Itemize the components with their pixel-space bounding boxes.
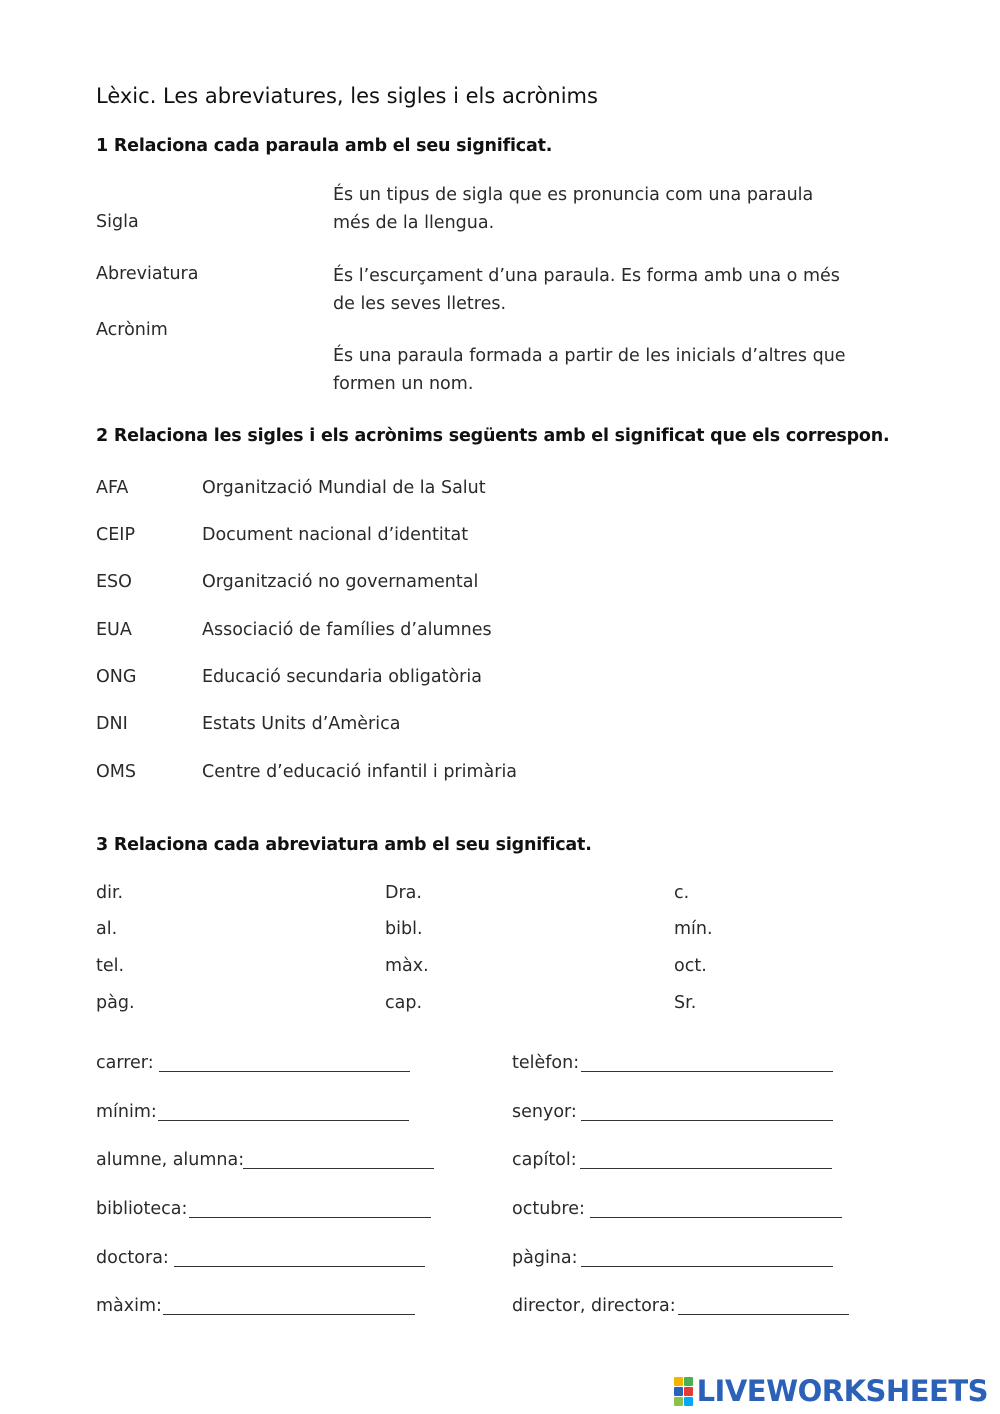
ex2-meaning[interactable]: Centre d’educació infantil i primària: [202, 762, 518, 782]
ex1-definition[interactable]: És una paraula formada a partir de les inicials d’altres que formen un nom.: [333, 346, 846, 394]
ex2-acronym[interactable]: ONG: [96, 667, 137, 687]
field-label: alumne, alumna:: [96, 1150, 245, 1170]
ex2-acronym[interactable]: AFA: [96, 478, 129, 498]
logo-square: [674, 1377, 683, 1386]
exercise-3-heading: 3 Relaciona cada abreviatura amb el seu significat.: [96, 835, 592, 855]
logo-square: [684, 1377, 693, 1386]
ex3-abbreviation: mín.: [674, 919, 713, 939]
answer-field-minim[interactable]: [158, 1120, 409, 1121]
ex2-acronym[interactable]: EUA: [96, 620, 132, 640]
ex3-abbreviation: Sr.: [674, 993, 697, 1013]
answer-field-biblioteca[interactable]: [189, 1217, 431, 1218]
ex2-acronym[interactable]: OMS: [96, 762, 136, 782]
field-label: capítol:: [512, 1150, 577, 1170]
ex3-abbreviation: bibl.: [385, 919, 423, 939]
answer-field-telefon[interactable]: [581, 1071, 833, 1072]
logo-square: [684, 1387, 693, 1396]
ex2-meaning[interactable]: Organització no governamental: [202, 572, 479, 592]
ex3-abbreviation: dir.: [96, 883, 124, 903]
answer-field-maxim[interactable]: [163, 1314, 415, 1315]
ex3-abbreviation: tel.: [96, 956, 125, 976]
field-label: carrer:: [96, 1053, 154, 1073]
field-label: doctora:: [96, 1248, 169, 1268]
ex3-abbreviation: màx.: [385, 956, 429, 976]
ex2-meaning[interactable]: Educació secundaria obligatòria: [202, 667, 482, 687]
ex3-abbreviation: oct.: [674, 956, 707, 976]
ex3-abbreviation: Dra.: [385, 883, 422, 903]
field-label: màxim:: [96, 1296, 162, 1316]
answer-field-doctora[interactable]: [174, 1266, 425, 1267]
field-label: mínim:: [96, 1102, 157, 1122]
field-label: pàgina:: [512, 1248, 578, 1268]
ex2-meaning[interactable]: Organització Mundial de la Salut: [202, 478, 486, 498]
answer-field-carrer[interactable]: [159, 1071, 410, 1072]
logo-square: [674, 1397, 683, 1406]
answer-field-octubre[interactable]: [590, 1217, 842, 1218]
answer-field-director[interactable]: [678, 1314, 849, 1315]
logo-text: LIVEWORKSHEETS: [696, 1374, 988, 1408]
answer-field-capitol[interactable]: [580, 1168, 832, 1169]
field-label: octubre:: [512, 1199, 585, 1219]
liveworksheets-logo: [674, 1374, 988, 1408]
liveworksheets-logo-icon: [674, 1377, 693, 1406]
answer-field-alumne[interactable]: [243, 1168, 434, 1169]
ex2-acronym[interactable]: CEIP: [96, 525, 135, 545]
ex2-meaning[interactable]: Associació de famílies d’alumnes: [202, 620, 492, 640]
ex3-abbreviation: cap.: [385, 993, 423, 1013]
answer-field-senyor[interactable]: [581, 1120, 833, 1121]
logo-square: [684, 1397, 693, 1406]
exercise-1-heading: 1 Relaciona cada paraula amb el seu significat.: [96, 136, 553, 156]
ex3-abbreviation: al.: [96, 919, 118, 939]
ex1-definition[interactable]: És un tipus de sigla que es pronuncia com una paraula més de la llengua.: [333, 185, 814, 233]
field-label: biblioteca:: [96, 1199, 188, 1219]
ex1-definition[interactable]: És l’escurçament d’una paraula. Es forma amb una o més de les seves lletres.: [333, 266, 840, 314]
ex1-word[interactable]: Abreviatura: [96, 264, 199, 284]
field-label: director, directora:: [512, 1296, 676, 1316]
ex3-abbreviation: pàg.: [96, 993, 135, 1013]
logo-square: [674, 1387, 683, 1396]
field-label: telèfon:: [512, 1053, 580, 1073]
ex1-word[interactable]: Acrònim: [96, 320, 168, 340]
ex2-acronym[interactable]: ESO: [96, 572, 132, 592]
page-title: Lèxic. Les abreviatures, les sigles i els acrònims: [96, 84, 598, 108]
answer-field-pagina[interactable]: [581, 1266, 833, 1267]
ex2-meaning[interactable]: Document nacional d’identitat: [202, 525, 469, 545]
exercise-2-heading: 2 Relaciona les sigles i els acrònims següents amb el significat que els correspon.: [96, 426, 890, 446]
field-label: senyor:: [512, 1102, 577, 1122]
ex2-acronym[interactable]: DNI: [96, 714, 128, 734]
ex1-word[interactable]: Sigla: [96, 212, 139, 232]
ex3-abbreviation: c.: [674, 883, 690, 903]
ex2-meaning[interactable]: Estats Units d’Amèrica: [202, 714, 401, 734]
